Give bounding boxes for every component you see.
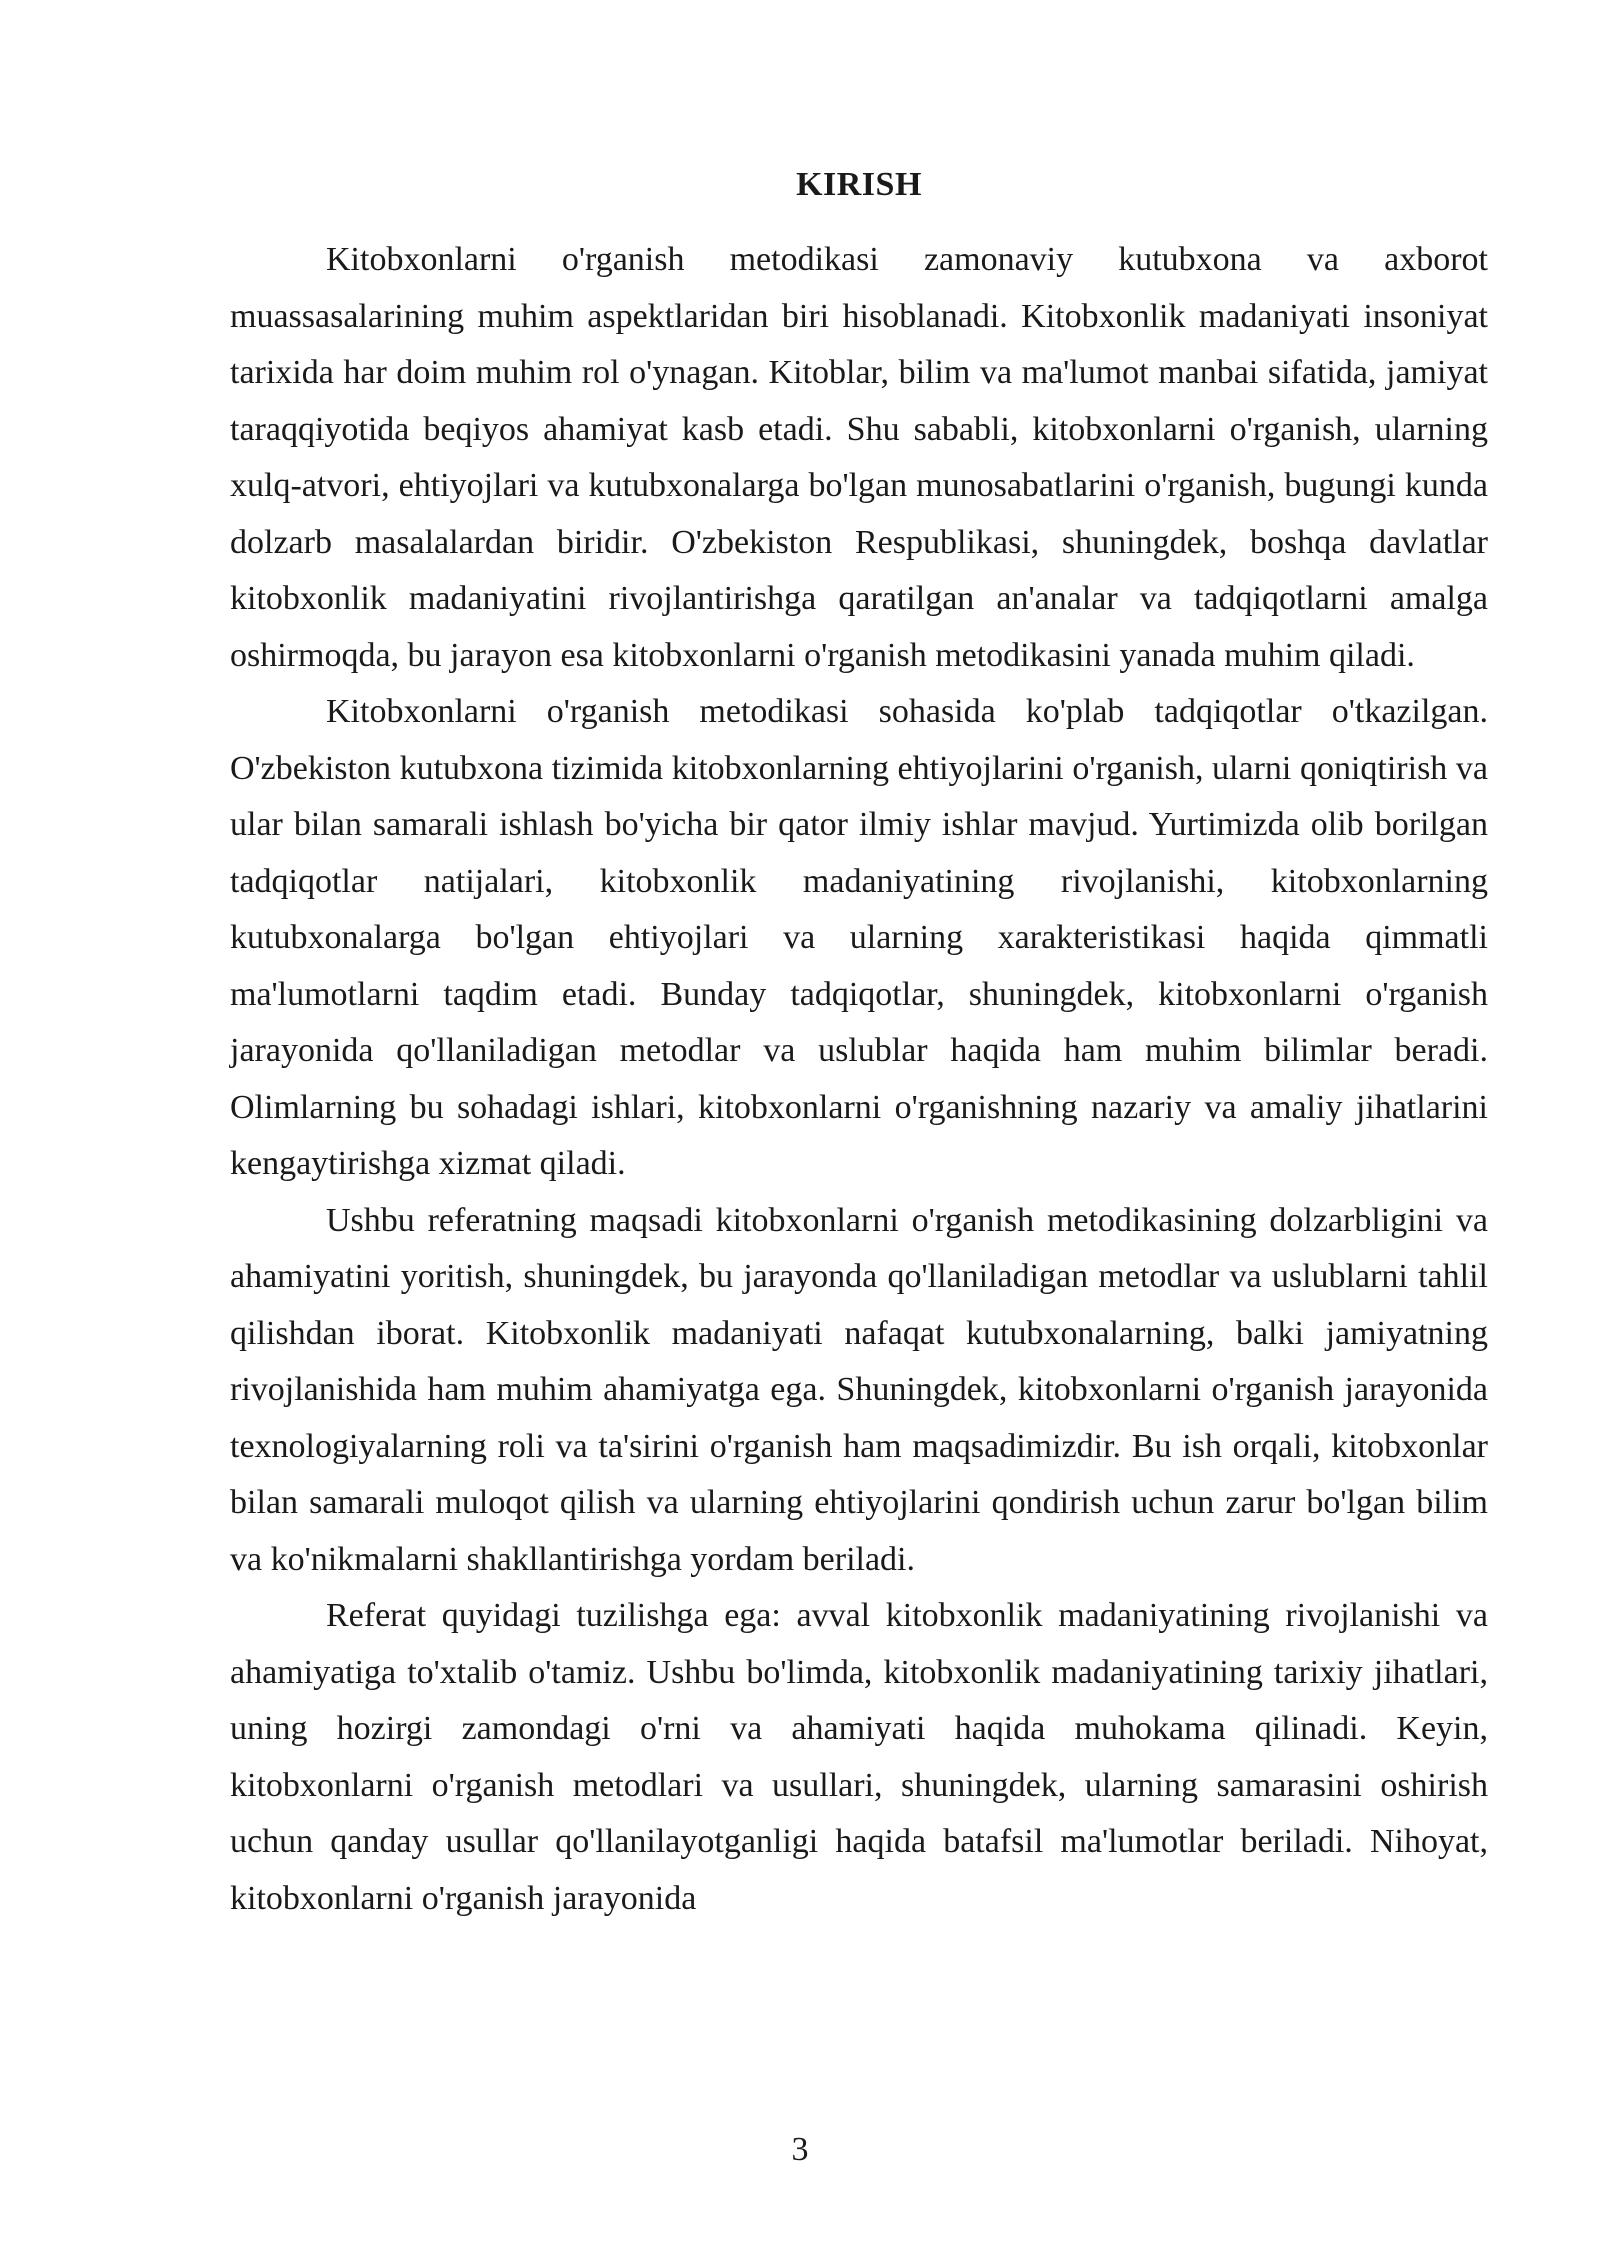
page-title: KIRISH bbox=[796, 166, 922, 203]
paragraph-4: Referat quyidagi tuzilishga ega: avval kitobxonlik madaniyatining rivojlanishi va ahamiyatiga to'xtalib o'tamiz. Ushbu bo'limda, kitobxonlik madaniyatining tarixiy jihatlari, uning hozirgi zamondagi o'rni va ahamiyati haqida muhokama qilinadi. Keyin, kitobxonlarni o'rganish metodlari va usullari, shuningdek, ularning samarasini oshirish uchun qanday usullar qo'llanilayotganligi haqida batafsil ma'lumotlar beriladi. Nihoyat, kitobxonlarni o'rganish jarayonida bbox=[230, 1597, 1488, 1917]
paragraph-2: Kitobxonlarni o'rganish metodikasi sohasida ko'plab tadqiqotlar o'tkazilgan. O'zbekiston kutubxona tizimida kitobxonlarning ehtiyojlarini o'rganish, ularni qoniqtirish va ular bilan samarali ishlash bo'yicha bir qator ilmiy ishlar mavjud. Yurtimizda olib borilgan tadqiqotlar natijalari, kitobxonlik madaniyatining rivojlanishi, kitobxonlarning kutubxonalarga bo'lgan ehtiyojlari va ularning xarakteristikasi haqida qimmatli ma'lumotlarni taqdim etadi. Bunday tadqiqotlar, shuningdek, kitobxonlarni o'rganish jarayonida qo'llaniladigan metodlar va uslublar haqida ham muhim bilimlar beradi. Olimlarning bu sohadagi ishlari, kitobxonlarni o'rganishning nazariy va amaliy jihatlarini kengaytirishga xizmat qiladi. bbox=[230, 693, 1488, 1182]
paragraph-3: Ushbu referatning maqsadi kitobxonlarni o'rganish metodikasining dolzarbligini va ahamiyatini yoritish, shuningdek, bu jarayonda qo'llaniladigan metodlar va uslublarni tahlil qilishdan iborat. Kitobxonlik madaniyati nafaqat kutubxonalarning, balki jamiyatning rivojlanishida ham muhim ahamiyatga ega. Shuningdek, kitobxonlarni o'rganish jarayonida texnologiyalarning roli va ta'sirini o'rganish ham maqsadimizdir. Bu ish orqali, kitobxonlar bilan samarali muloqot qilish va ularning ehtiyojlarini qondirish uchun zarur bo'lgan bilim va ko'nikmalarni shakllantirishga yordam beriladi. bbox=[230, 1201, 1488, 1578]
paragraph-1: Kitobxonlarni o'rganish metodikasi zamonaviy kutubxona va axborot muassasalarining muhim aspektlaridan biri hisoblanadi. Kitobxonlik madaniyati insoniyat tarixida har doim muhim rol o'ynagan. Kitoblar, bilim va ma'lumot manbai sifatida, jamiyat taraqqiyotida beqiyos ahamiyat kasb etadi. Shu sababli, kitobxonlarni o'rganish, ularning xulq-atvori, ehtiyojlari va kutubxonalarga bo'lgan munosabatlarini o'rganish, bugungi kunda dolzarb masalalardan biridir. O'zbekiston Respublikasi, shuningdek, boshqa davlatlar kitobxonlik madaniyatini rivojlantirishga qaratilgan an'analar va tadqiqotlarni amalga oshirmoqda, bu jarayon esa kitobxonlarni o'rganish metodikasini yanada muhim qiladi. bbox=[230, 241, 1488, 674]
document-page bbox=[230, 160, 1488, 1927]
page-number: 3 bbox=[791, 2131, 809, 2168]
